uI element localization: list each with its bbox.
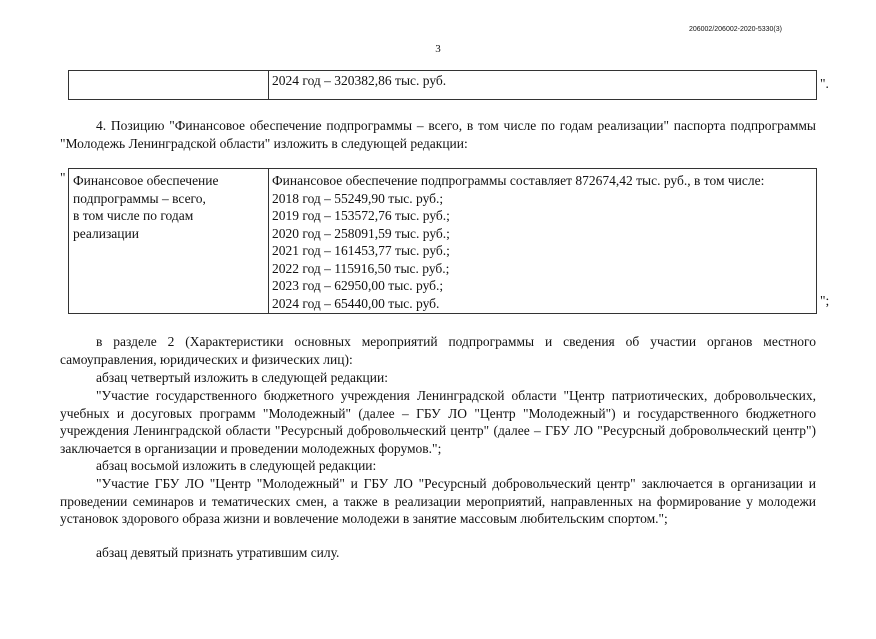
value-line: Финансовое обеспечение подпрограммы составляет 872674,42 тыс. руб., в том числе: [272,173,765,188]
closing-quote: "; [820,293,830,308]
label-cell [69,169,269,314]
section-2-intro: в разделе 2 (Характеристики основных мероприятий подпрограммы и сведения об участии органов местного самоуправления, юридических и физических лиц): [60,334,816,367]
label-line: в том числе по годам [73,208,194,223]
abzac-4-text: "Участие государственного бюджетного учреждения Ленинградской области "Центр патриотических, добровольческих, учебных и досуговых программ "Молодежный" (далее – ГБУ ЛО "Центр "Молодежный") и государственного бюджетного учреждения Ленинградской области "Ресурсный добровольческий центр" (далее – ГБУ ЛО "Ресурсный добровольческий центр") заключается в организации и проведении молодежных форумов."; [60,388,816,456]
abzac-4-intro: абзац четвертый изложить в следующей редакции: [96,370,388,385]
abzac-9: абзац девятый признать утратившим силу. [96,545,340,560]
abzac-8-intro: абзац восьмой изложить в следующей редакции: [96,458,377,473]
value-line: 2022 год – 115916,50 тыс. руб.; [272,260,450,276]
value-line: 2018 год – 55249,90 тыс. руб.; [272,190,444,206]
value-line: 2021 год – 161453,77 тыс. руб.; [272,243,450,258]
table-row [69,169,817,314]
label-line: подпрограммы – всего, [73,190,206,206]
table-row [69,71,817,100]
opening-quote: " [60,170,66,185]
closing-quote: ". [820,76,829,91]
value-line: 2019 год – 153572,76 тыс. руб.; [272,208,450,223]
document-number: 206002/206002-2020-5330(3) [688,26,782,33]
value-line: 2024 год – 65440,00 тыс. руб. [272,295,440,311]
abzac-8-text: "Участие ГБУ ЛО "Центр "Молодежный" и ГБУ ЛО "Ресурсный добровольческий центр" заключается в организации и проведении семинаров и тематических смен, а также в реализации мероприятий, направленных на формирование у молодежи установок здорового образа жизни и вовлечение молодежи в занятие массовым любительским спортом."; [60,476,816,527]
value-cell [269,169,817,314]
label-line: Финансовое обеспечение [73,173,219,188]
empty-label-cell [69,71,269,100]
label-line: реализации [73,225,139,241]
page-number: 3 [435,43,441,55]
financing-table [68,168,817,314]
table-2024-row [68,70,817,100]
value-line: 2020 год – 258091,59 тыс. руб.; [272,225,450,241]
item-4-paragraph: 4. Позицию "Финансовое обеспечение подпрограммы – всего, в том числе по годам реализации" паспорта подпрограммы "Молодежь Ленинградской области" изложить в следующей редакции: [60,118,816,151]
value-line: 2023 год – 62950,00 тыс. руб.; [272,278,444,293]
value-cell: 2024 год – 320382,86 тыс. руб. [269,71,817,100]
